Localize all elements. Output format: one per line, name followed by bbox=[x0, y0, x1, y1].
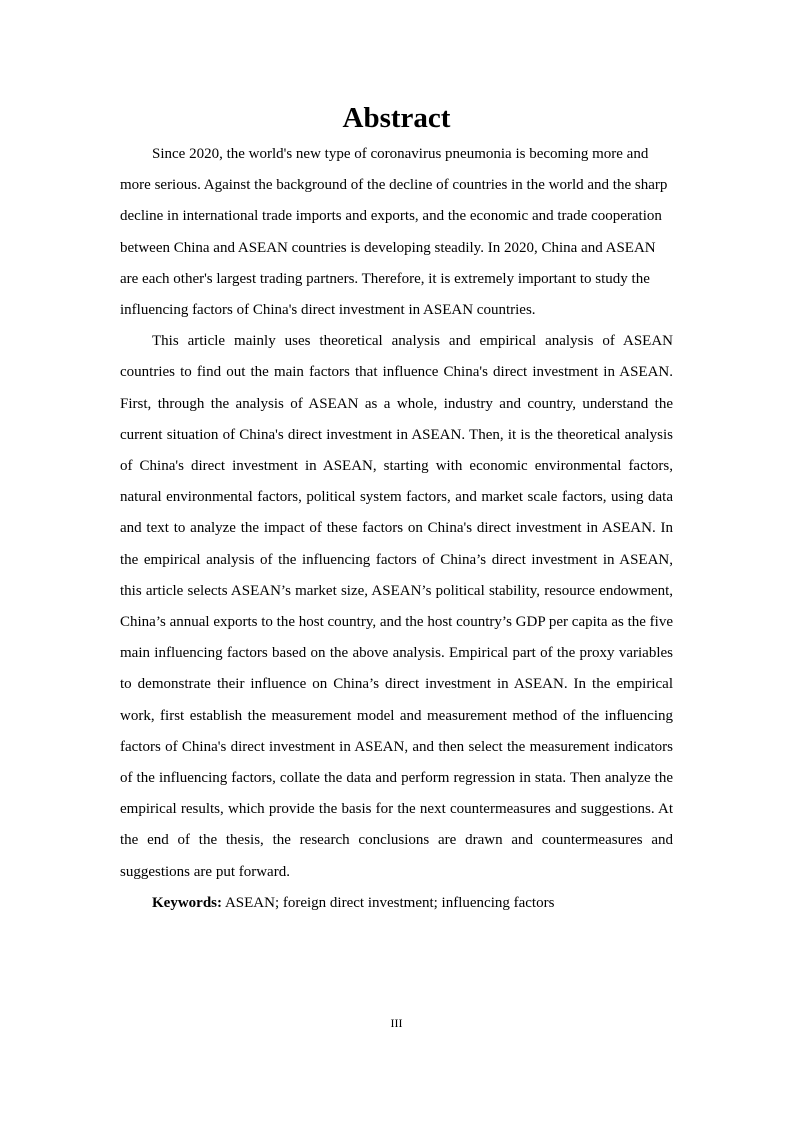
page-number: III bbox=[390, 1016, 403, 1030]
abstract-paragraph-2: This article mainly uses theoretical analysis and empirical analysis of ASEAN countries to find out the main factors that influence China's direct investment in ASEAN. First, through the analysis of ASEAN as a whole, industry and country, understand the current situation of China's direct investment in ASEAN. Then, it is the theoretical analysis of China's direct investment in ASEAN, starting with economic environmental factors, natural environmental factors, political system factors, and market scale factors, using data and text to analyze the impact of these factors on China's direct investment in ASEAN. In the empirical analysis of the influencing factors of China’s direct investment in ASEAN, this article selects ASEAN’s market size, ASEAN’s political stability, resource endowment, China’s annual exports to the host country, and the host country’s GDP per capita as the five main influencing factors based on the above analysis. Empirical part of the proxy variables to demonstrate their influence on China’s direct investment in ASEAN. In the empirical work, first establish the measurement model and measurement method of the influencing factors of China's direct investment in ASEAN, and then select the measurement indicators of the influencing factors, collate the data and perform regression in stata. Then analyze the empirical results, which provide the basis for the next countermeasures and suggestions. At the end of the thesis, the research conclusions are drawn and countermeasures and suggestions are put forward. bbox=[120, 333, 673, 880]
abstract-paragraph-1: Since 2020, the world's new type of coronavirus pneumonia is becoming more and more serious. Against the background of the decline of countries in the world and the sharp decline in international trade imports and exports, and the economic and trade cooperation between China and ASEAN countries is developing steadily. In 2020, China and ASEAN are each other's largest trading partners. Therefore, it is extremely important to study the influencing factors of China's direct investment in ASEAN countries. bbox=[120, 146, 668, 319]
keywords-text: ASEAN; foreign direct investment; influencing factors bbox=[224, 894, 555, 911]
keywords-label: Keywords: bbox=[152, 894, 222, 911]
page-title: Abstract bbox=[342, 102, 451, 134]
abstract-body bbox=[120, 139, 673, 919]
keywords-line bbox=[120, 888, 673, 919]
